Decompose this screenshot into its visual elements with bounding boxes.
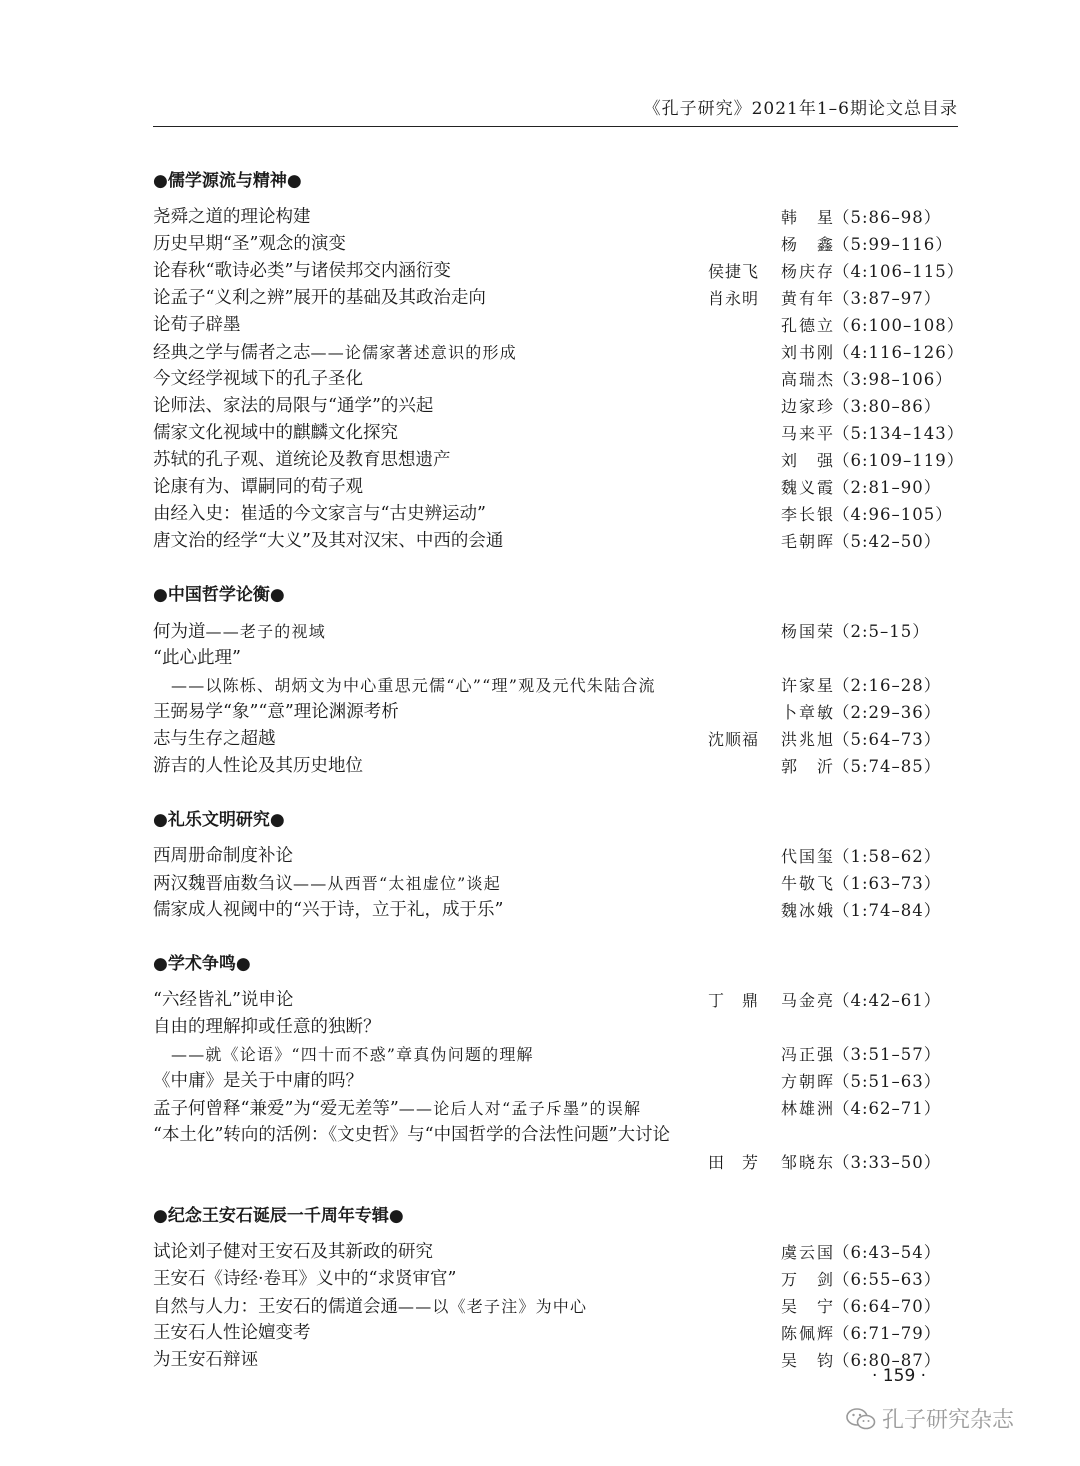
- entry-author: 边家珍: [781, 397, 836, 416]
- entry-title: [153, 366, 363, 393]
- toc-entry: [153, 699, 963, 726]
- entry-author: 方朝晖: [781, 1072, 836, 1091]
- running-header: [153, 94, 958, 127]
- entry-title: [153, 1266, 456, 1293]
- entry-citation: （5:64–73）: [833, 730, 942, 749]
- entry-title: [153, 1014, 381, 1041]
- entry-author: 马来平: [781, 424, 836, 443]
- toc-entry: [153, 1068, 963, 1095]
- entry-main-title: 自然与人力：王安石的儒道会通: [153, 1297, 398, 1317]
- entry-author: 郭 沂: [781, 757, 836, 776]
- entry-citation: （1:74–84）: [833, 901, 942, 920]
- entry-title: [153, 699, 399, 726]
- entry-citation: （1:63–73）: [833, 874, 942, 893]
- entry-main-title: 为王安石辩诬: [153, 1350, 258, 1370]
- entry-main-title: 两汉魏晋庙数刍议: [153, 874, 293, 894]
- entry-main-title: 论康有为、谭嗣同的荀子观: [153, 477, 363, 497]
- entry-citation: （4:96–105）: [833, 505, 953, 524]
- entry-main-title: 论孟子“义利之辨”展开的基础及其政治走向: [153, 288, 486, 308]
- entry-author: 魏义霞: [781, 478, 836, 497]
- entry-author: 吴 钧: [781, 1351, 836, 1370]
- entry-citation: （6:100–108）: [833, 316, 965, 335]
- entry-coauthor: 田 芳: [707, 1153, 759, 1172]
- entry-main-title: 历史早期“圣”观念的演变: [153, 234, 346, 254]
- toc-entry: [153, 618, 963, 645]
- entry-citation: （4:42–61）: [833, 991, 942, 1010]
- entry-citation: （2:81–90）: [833, 478, 942, 497]
- entry-subtitle: ——论儒家著述意识的形成: [310, 343, 517, 362]
- entry-main-title: 论荀子辟墨: [153, 315, 241, 335]
- entry-author: 虞云国: [781, 1243, 836, 1262]
- entry-main-title: 王安石《诗经·卷耳》义中的“求贤审官”: [153, 1269, 457, 1289]
- entry-main-title: 《中庸》是关于中庸的吗？: [153, 1071, 363, 1091]
- entry-main-title: 论师法、家法的局限与“通学”的兴起: [153, 396, 434, 416]
- entry-title: [153, 528, 503, 555]
- entry-title: [153, 447, 451, 474]
- toc-section: [153, 582, 963, 780]
- entry-author: 刘 强: [781, 451, 836, 470]
- toc-entry: [153, 1320, 963, 1347]
- entry-author: 邹晓东: [781, 1153, 836, 1172]
- entry-title: [153, 393, 433, 420]
- entry-title: [153, 1347, 258, 1374]
- entry-citation: （5:99–116）: [833, 235, 953, 254]
- toc-entry: [153, 204, 963, 231]
- entry-citation: （6:71–79）: [833, 1324, 942, 1343]
- entry-main-title: 苏轼的孔子观、道统论及教育思想遗产: [153, 450, 451, 470]
- entry-main-title: 今文经学视域下的孔子圣化: [153, 369, 363, 389]
- entry-main-title: 唐文治的经学“大义”及其对汉宋、中西的会通: [153, 531, 504, 551]
- entry-main-title: 志与生存之超越: [153, 729, 276, 749]
- entry-main-title: 尧舜之道的理论构建: [153, 207, 311, 227]
- entry-citation: （2:29–36）: [833, 703, 942, 722]
- entry-citation: （3:98–106）: [833, 370, 953, 389]
- toc-entry: [153, 1293, 963, 1320]
- section-title: ●纪念王安石诞辰一千周年专辑●: [153, 1206, 404, 1226]
- entry-coauthor: 沈顺福: [707, 730, 759, 749]
- entry-author: 杨国荣: [781, 622, 836, 641]
- entry-author: 魏冰娥: [781, 901, 836, 920]
- toc-section: [153, 951, 963, 1176]
- section-spacer: [153, 924, 963, 951]
- entry-author: 许家星: [781, 676, 836, 695]
- entry-title: [171, 672, 656, 700]
- toc-entry: [153, 672, 963, 699]
- entry-citation: （3:51–57）: [833, 1045, 942, 1064]
- entry-coauthor: 侯捷飞: [707, 262, 759, 281]
- entry-main-title: 游吉的人性论及其历史地位: [153, 756, 363, 776]
- toc-section: [153, 807, 963, 924]
- toc-entry: [153, 1014, 963, 1041]
- entry-citation: （1:58–62）: [833, 847, 942, 866]
- toc-entry: [153, 393, 963, 420]
- entry-title: [153, 645, 241, 672]
- entry-title: [153, 1068, 363, 1095]
- entry-author: 毛朝晖: [781, 532, 836, 551]
- entry-citation: （6:43–54）: [833, 1243, 942, 1262]
- toc-entry: [153, 231, 963, 258]
- watermark-text: 孔子研究杂志: [882, 1408, 1015, 1433]
- entry-title: [153, 1095, 641, 1123]
- entry-subtitle: ——以陈栎、胡炳文为中心重思元儒“心”“理”观及元代朱陆合流: [171, 676, 656, 695]
- toc-entry: [153, 420, 963, 447]
- entry-main-title: 论春秋“歌诗必类”与诸侯邦交内涵衍变: [153, 261, 451, 281]
- entry-title: [153, 1320, 311, 1347]
- entry-title: [153, 843, 293, 870]
- wechat-icon: [846, 1407, 876, 1431]
- toc-entry: [153, 1095, 963, 1122]
- entry-main-title: “六经皆礼”说申论: [153, 990, 294, 1010]
- entry-main-title: 孟子何曾释“兼爱”为“爱无差等”: [153, 1099, 399, 1119]
- entry-author: 韩 星: [781, 208, 836, 227]
- entry-author: 黄有年: [781, 289, 836, 308]
- section-title: ●中国哲学论衡●: [153, 585, 285, 605]
- entry-subtitle: ——就《论语》“四十而不惑”章真伪问题的理解: [171, 1045, 534, 1064]
- entry-coauthor: 丁 鼎: [707, 991, 759, 1010]
- entry-title: [153, 231, 346, 258]
- entry-subtitle: ——从西晋“太祖虚位”谈起: [293, 874, 501, 893]
- entry-subtitle: ——论后人对“孟子斥墨”的误解: [398, 1099, 642, 1118]
- entry-author: 万 剑: [781, 1270, 836, 1289]
- toc-entry: [153, 843, 963, 870]
- entry-title: [153, 501, 486, 528]
- entry-main-title: 何为道: [153, 622, 206, 642]
- entry-title: [153, 753, 363, 780]
- toc-section: [153, 1203, 963, 1374]
- toc-entry: [153, 366, 963, 393]
- watermark: [846, 1403, 1014, 1434]
- entry-author: 马金亮: [781, 991, 836, 1010]
- entry-citation: （3:87–97）: [833, 289, 942, 308]
- toc-entry: [153, 897, 963, 924]
- toc-entry: [153, 501, 963, 528]
- entry-citation: （4:116–126）: [833, 343, 965, 362]
- toc-entry: [153, 870, 963, 897]
- entry-author: 孔德立: [781, 316, 836, 335]
- entry-citation: （5:51–63）: [833, 1072, 942, 1091]
- entry-title: [153, 897, 503, 924]
- toc-entry: [153, 1266, 963, 1293]
- entry-main-title: 自由的理解抑或任意的独断？: [153, 1017, 381, 1037]
- entry-title: [153, 987, 293, 1014]
- entry-author: 牛敬飞: [781, 874, 836, 893]
- page-number: · 159 ·: [872, 1366, 927, 1386]
- toc-entry: [153, 1149, 963, 1176]
- toc-entry: [153, 987, 963, 1014]
- entry-title: [153, 204, 311, 231]
- entry-coauthor: 肖永明: [707, 289, 759, 308]
- entry-title: [153, 258, 451, 285]
- section-spacer: [153, 555, 963, 582]
- toc-entry: [153, 726, 963, 753]
- toc-entry: [153, 645, 963, 672]
- running-header-title: 《孔子研究》2021年1–6期论文总目录: [643, 99, 958, 119]
- entry-subtitle: ——老子的视域: [205, 622, 326, 641]
- entry-author: 李长银: [781, 505, 836, 524]
- table-of-contents: [153, 168, 963, 1374]
- entry-citation: （6:109–119）: [833, 451, 965, 470]
- entry-citation: （3:33–50）: [833, 1153, 942, 1172]
- entry-author: 冯正强: [781, 1045, 836, 1064]
- entry-title: [153, 474, 363, 501]
- toc-entry: [153, 1041, 963, 1068]
- toc-entry: [153, 474, 963, 501]
- entry-main-title: 王安石人性论嬗变考: [153, 1323, 311, 1343]
- toc-section: [153, 168, 963, 555]
- entry-main-title: 儒家文化视域中的麒麟文化探究: [153, 423, 398, 443]
- entry-citation: （4:106–115）: [833, 262, 965, 281]
- entry-author: 刘书刚: [781, 343, 836, 362]
- entry-main-title: 由经入史：崔适的今文家言与“古史辨运动”: [153, 504, 486, 524]
- entry-main-title: 经典之学与儒者之志: [153, 343, 311, 363]
- entry-main-title: 试论刘子健对王安石及其新政的研究: [153, 1242, 433, 1262]
- entry-title: [153, 339, 517, 367]
- toc-entry: [153, 447, 963, 474]
- entry-citation: （6:55–63）: [833, 1270, 942, 1289]
- section-spacer: [153, 780, 963, 807]
- entry-citation: （2:16–28）: [833, 676, 942, 695]
- entry-main-title: “此心此理”: [153, 648, 241, 668]
- entry-title: [153, 618, 326, 646]
- entry-author: 洪兆旭: [781, 730, 836, 749]
- section-spacer: [153, 1176, 963, 1203]
- toc-entry: [153, 285, 963, 312]
- toc-entry: [153, 528, 963, 555]
- entry-title: [153, 420, 398, 447]
- entry-title: [171, 1041, 534, 1069]
- section-title: ●礼乐文明研究●: [153, 810, 285, 830]
- toc-entry: [153, 1239, 963, 1266]
- entry-author: 吴 宁: [781, 1297, 836, 1316]
- entry-citation: （5:86–98）: [833, 208, 942, 227]
- entry-title: [153, 1239, 433, 1266]
- entry-citation: （4:62–71）: [833, 1099, 942, 1118]
- entry-title: [153, 870, 501, 898]
- entry-title: [153, 1122, 670, 1149]
- toc-entry: [153, 1122, 963, 1149]
- toc-entry: [153, 312, 963, 339]
- entry-main-title: 王弼易学“象”“意”理论渊源考析: [153, 702, 399, 722]
- entry-author: 代国玺: [781, 847, 836, 866]
- section-title: ●学术争鸣●: [153, 954, 251, 974]
- toc-entry: [153, 258, 963, 285]
- entry-citation: （5:42–50）: [833, 532, 942, 551]
- entry-citation: （5:74–85）: [833, 757, 942, 776]
- entry-title: [153, 312, 241, 339]
- entry-main-title: 儒家成人视阈中的“兴于诗，立于礼，成于乐”: [153, 900, 504, 920]
- entry-author: 林雄洲: [781, 1099, 836, 1118]
- entry-author: 卜章敏: [781, 703, 836, 722]
- entry-author: 杨庆存: [781, 262, 836, 281]
- entry-main-title: 西周册命制度补论: [153, 846, 293, 866]
- entry-citation: （6:80–87）: [833, 1351, 942, 1370]
- entry-citation: （3:80–86）: [833, 397, 942, 416]
- toc-entry: [153, 1347, 963, 1374]
- entry-author: 陈佩辉: [781, 1324, 836, 1343]
- entry-citation: （6:64–70）: [833, 1297, 942, 1316]
- entry-title: [153, 285, 486, 312]
- entry-title: [153, 1293, 587, 1321]
- entry-main-title: “本土化”转向的活例：《文史哲》与“中国哲学的合法性问题”大讨论: [153, 1125, 671, 1145]
- entry-author: 杨 鑫: [781, 235, 836, 254]
- section-title: ●儒学源流与精神●: [153, 171, 302, 191]
- entry-citation: （2:5–15）: [833, 622, 930, 641]
- entry-title: [153, 726, 276, 753]
- entry-citation: （5:134–143）: [833, 424, 965, 443]
- entry-author: 高瑞杰: [781, 370, 836, 389]
- entry-subtitle: ——以《老子注》为中心: [398, 1297, 588, 1316]
- toc-entry: [153, 339, 963, 366]
- toc-entry: [153, 753, 963, 780]
